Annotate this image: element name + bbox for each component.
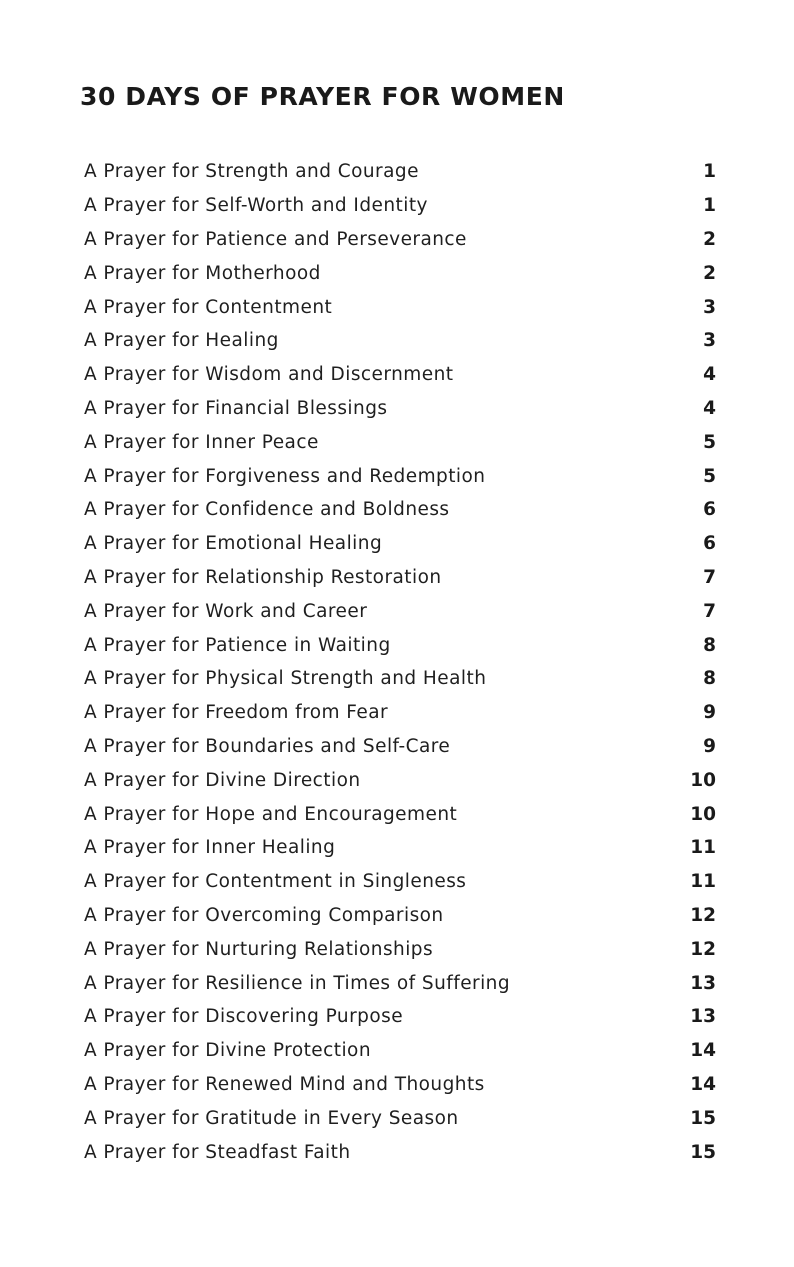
toc-entry-page-number: 5 (703, 431, 716, 453)
toc-entry (84, 189, 716, 223)
toc-entry-title: A Prayer for Renewed Mind and Thoughts (84, 1073, 485, 1095)
toc-entry (84, 561, 716, 595)
toc-entry-title: A Prayer for Financial Blessings (84, 397, 388, 419)
toc-entry (84, 256, 716, 290)
table-of-contents (84, 155, 716, 1169)
toc-entry-page-number: 11 (690, 871, 716, 893)
toc-entry-page-number: 7 (703, 600, 716, 622)
toc-entry (84, 392, 716, 426)
toc-entry-page-number: 6 (703, 533, 716, 555)
toc-entry-title: A Prayer for Divine Direction (84, 769, 361, 791)
toc-entry (84, 865, 716, 899)
toc-entry (84, 662, 716, 696)
toc-entry (84, 155, 716, 189)
toc-entry-page-number: 14 (690, 1040, 716, 1062)
toc-entry-title: A Prayer for Motherhood (84, 262, 321, 284)
toc-entry (84, 1101, 716, 1135)
toc-entry (84, 290, 716, 324)
toc-entry (84, 1034, 716, 1068)
toc-entry (84, 459, 716, 493)
toc-entry-page-number: 13 (690, 972, 716, 994)
toc-entry (84, 1135, 716, 1169)
toc-entry-page-number: 15 (690, 1107, 716, 1129)
toc-entry-title: A Prayer for Overcoming Comparison (84, 904, 444, 926)
page-title: 30 DAYS OF PRAYER FOR WOMEN (80, 82, 565, 111)
toc-entry (84, 628, 716, 662)
toc-entry (84, 1068, 716, 1102)
toc-entry-title: A Prayer for Hope and Encouragement (84, 803, 458, 825)
toc-entry-page-number: 12 (690, 938, 716, 960)
toc-entry (84, 730, 716, 764)
toc-entry-page-number: 6 (703, 499, 716, 521)
toc-entry-page-number: 15 (690, 1141, 716, 1163)
toc-entry-title: A Prayer for Physical Strength and Health (84, 668, 487, 690)
toc-entry (84, 324, 716, 358)
toc-entry-page-number: 1 (703, 195, 716, 217)
toc-entry-title: A Prayer for Nurturing Relationships (84, 938, 434, 960)
toc-entry (84, 966, 716, 1000)
toc-entry-title: A Prayer for Inner Peace (84, 431, 319, 453)
toc-entry (84, 831, 716, 865)
toc-entry-title: A Prayer for Healing (84, 330, 279, 352)
toc-entry-title: A Prayer for Patience and Perseverance (84, 228, 467, 250)
toc-entry-page-number: 12 (690, 904, 716, 926)
toc-entry-page-number: 3 (703, 330, 716, 352)
toc-entry-title: A Prayer for Patience in Waiting (84, 634, 391, 656)
toc-entry (84, 594, 716, 628)
toc-entry-title: A Prayer for Freedom from Fear (84, 702, 389, 724)
toc-entry-page-number: 2 (703, 262, 716, 284)
toc-entry (84, 696, 716, 730)
toc-entry-title: A Prayer for Strength and Courage (84, 161, 419, 183)
toc-entry-title: A Prayer for Work and Career (84, 600, 368, 622)
toc-entry-title: A Prayer for Gratitude in Every Season (84, 1107, 459, 1129)
toc-entry (84, 1000, 716, 1034)
toc-entry-page-number: 10 (690, 803, 716, 825)
toc-entry (84, 763, 716, 797)
toc-entry-page-number: 5 (703, 465, 716, 487)
toc-entry-page-number: 9 (703, 735, 716, 757)
toc-entry-page-number: 10 (690, 769, 716, 791)
toc-entry-page-number: 4 (703, 397, 716, 419)
toc-entry-title: A Prayer for Self-Worth and Identity (84, 195, 428, 217)
toc-entry-title: A Prayer for Contentment in Singleness (84, 871, 467, 893)
toc-entry-title: A Prayer for Inner Healing (84, 837, 336, 859)
toc-entry (84, 425, 716, 459)
toc-entry-page-number: 1 (703, 161, 716, 183)
toc-entry-page-number: 13 (690, 1006, 716, 1028)
toc-entry-title: A Prayer for Resilience in Times of Suffering (84, 972, 511, 994)
toc-entry-page-number: 9 (703, 702, 716, 724)
toc-entry-title: A Prayer for Relationship Restoration (84, 566, 442, 588)
toc-entry-page-number: 11 (690, 837, 716, 859)
toc-entry-title: A Prayer for Wisdom and Discernment (84, 364, 454, 386)
toc-entry-page-number: 14 (690, 1073, 716, 1095)
toc-entry-title: A Prayer for Forgiveness and Redemption (84, 465, 486, 487)
toc-entry-page-number: 2 (703, 228, 716, 250)
toc-entry-title: A Prayer for Boundaries and Self-Care (84, 735, 451, 757)
toc-entry (84, 899, 716, 933)
toc-entry-page-number: 7 (703, 566, 716, 588)
toc-entry-title: A Prayer for Emotional Healing (84, 533, 383, 555)
toc-entry-title: A Prayer for Discovering Purpose (84, 1006, 404, 1028)
toc-entry (84, 797, 716, 831)
toc-entry (84, 358, 716, 392)
toc-entry-title: A Prayer for Steadfast Faith (84, 1141, 351, 1163)
toc-entry-page-number: 8 (703, 634, 716, 656)
toc-entry (84, 493, 716, 527)
toc-entry-page-number: 4 (703, 364, 716, 386)
toc-entry (84, 932, 716, 966)
toc-entry-page-number: 3 (703, 296, 716, 318)
toc-entry-page-number: 8 (703, 668, 716, 690)
toc-entry-title: A Prayer for Divine Protection (84, 1040, 371, 1062)
toc-entry (84, 223, 716, 257)
toc-entry-title: A Prayer for Confidence and Boldness (84, 499, 450, 521)
toc-entry-title: A Prayer for Contentment (84, 296, 333, 318)
toc-entry (84, 527, 716, 561)
